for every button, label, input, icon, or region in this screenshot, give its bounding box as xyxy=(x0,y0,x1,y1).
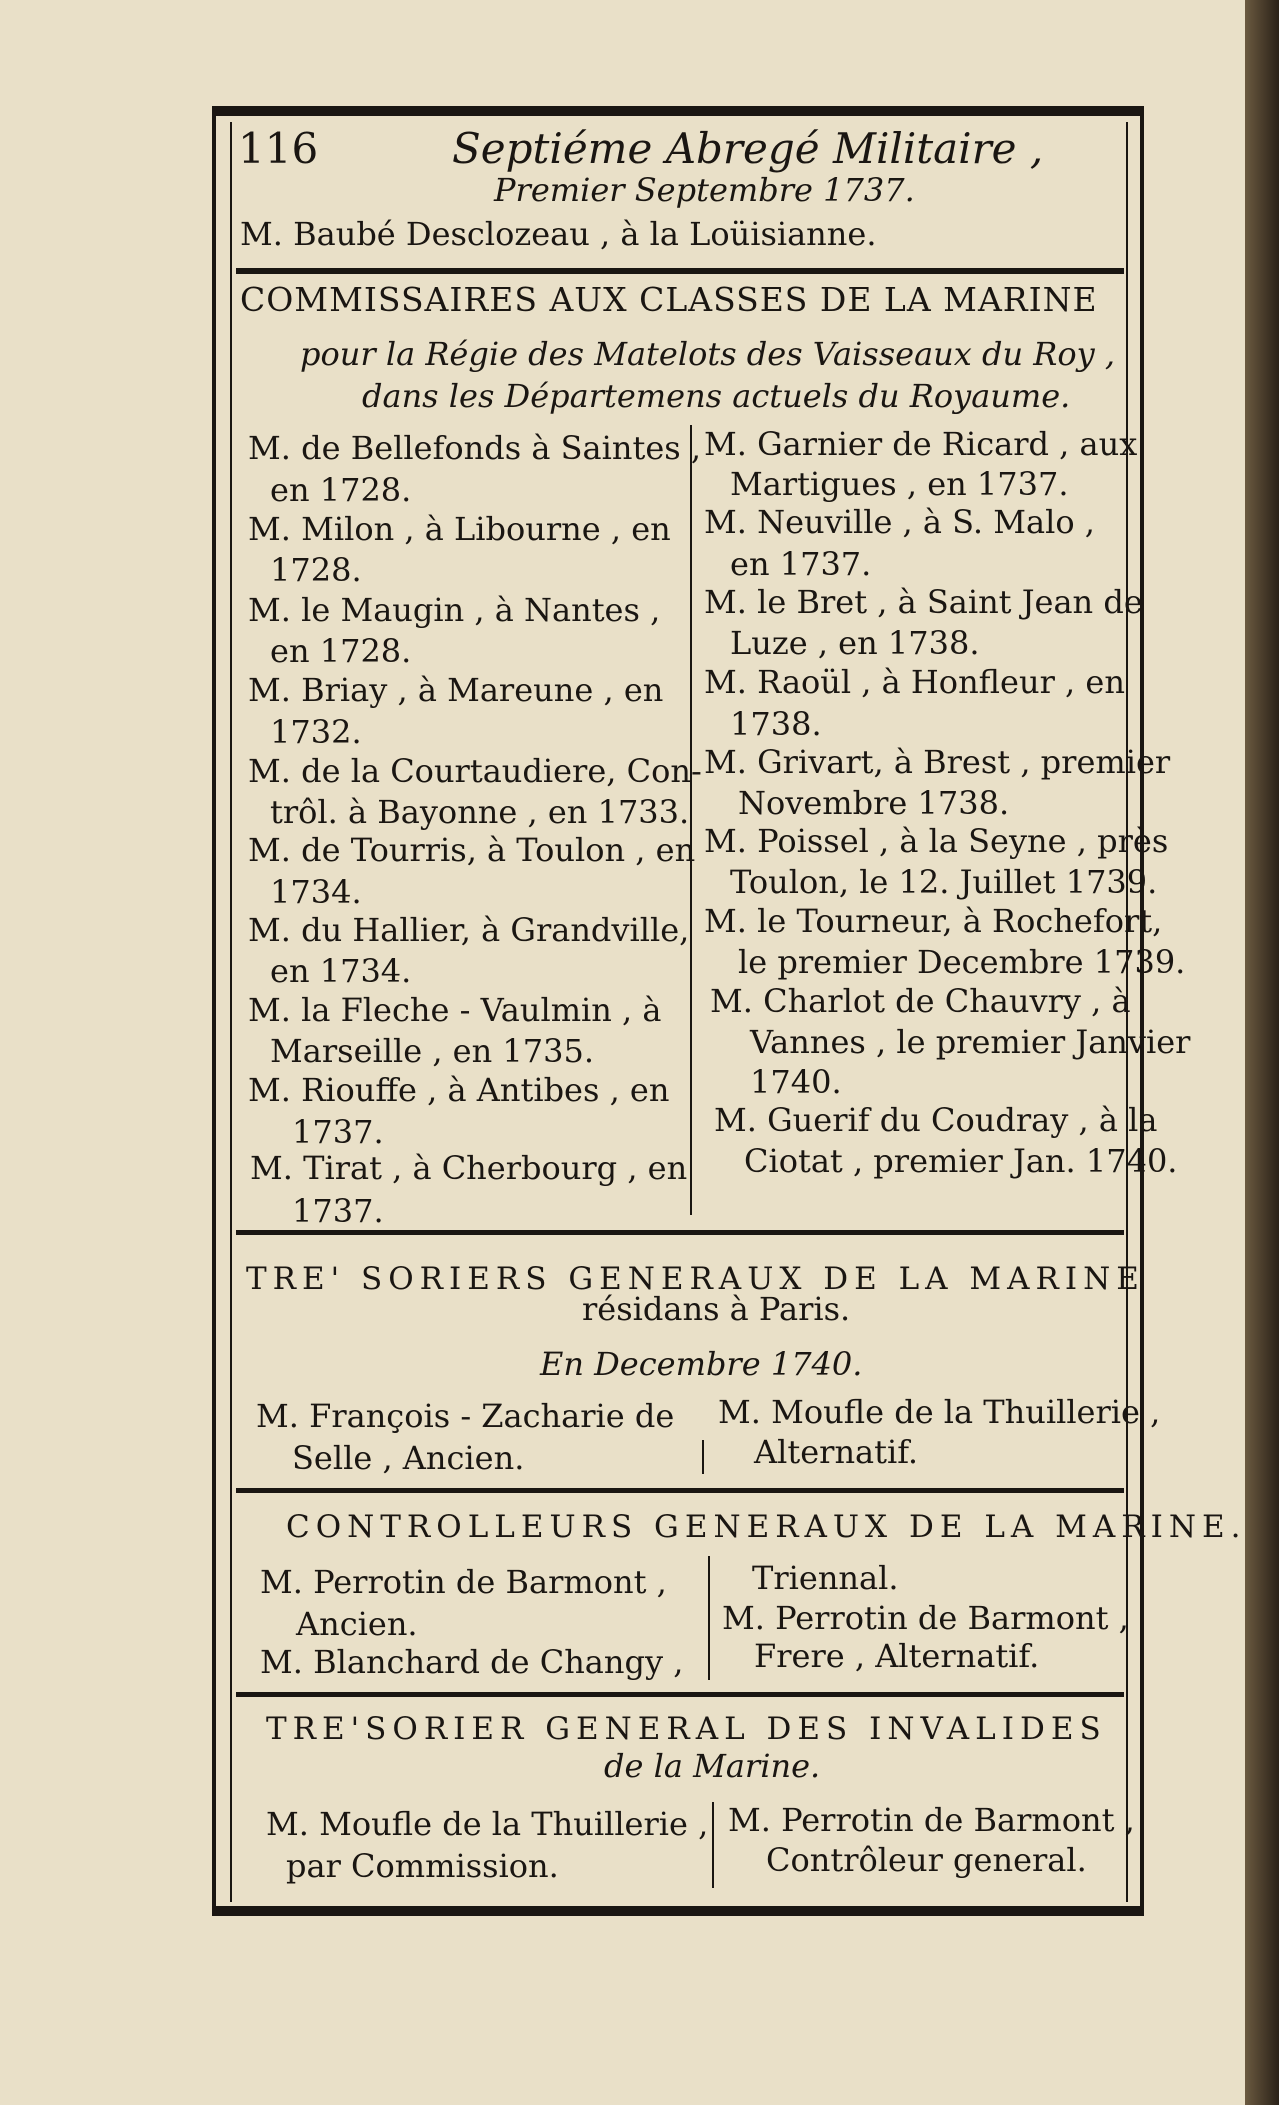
left-line: 1737. xyxy=(292,1113,384,1151)
divider-3 xyxy=(236,1488,1124,1493)
tresoriers-left-2: Selle , Ancien. xyxy=(292,1439,525,1477)
invalides-left-1: M. Moufle de la Thuillerie , xyxy=(266,1805,709,1843)
left-line: 1728. xyxy=(270,551,362,589)
right-line: Luze , en 1738. xyxy=(730,624,980,662)
right-line: Ciotat , premier Jan. 1740. xyxy=(744,1142,1178,1180)
left-line: M. Tirat , à Cherbourg , en xyxy=(250,1149,688,1187)
right-line: M. Garnier de Ricard , aux xyxy=(704,425,1138,463)
left-line: M. de la Courtaudiere, Con- xyxy=(248,752,702,790)
tresoriers-left-1: M. François - Zacharie de xyxy=(256,1397,675,1435)
page-number: 116 xyxy=(238,124,319,173)
tresoriers-right-2: Alternatif. xyxy=(754,1433,919,1471)
controlleurs-right-2: M. Perrotin de Barmont , xyxy=(722,1599,1129,1637)
controlleurs-left-1: M. Perrotin de Barmont , xyxy=(260,1563,667,1601)
divider-4 xyxy=(236,1692,1124,1697)
right-line: M. le Tourneur, à Rochefort, xyxy=(704,902,1163,940)
left-line: M. du Hallier, à Grandville, xyxy=(248,911,690,949)
invalides-title: TRE'SORIER GENERAL DES INVALIDES xyxy=(266,1711,1107,1747)
tresoriers-right-1: M. Moufle de la Thuillerie , xyxy=(718,1393,1161,1431)
controlleurs-left-2: Ancien. xyxy=(296,1605,418,1643)
date-line: Premier Septembre 1737. xyxy=(494,171,915,209)
page-edge xyxy=(1245,0,1279,2105)
tresoriers-subtitle: résidans à Paris. xyxy=(582,1290,851,1328)
tresoriers-date: En Decembre 1740. xyxy=(540,1345,863,1383)
right-line: Martigues , en 1737. xyxy=(730,465,1069,503)
right-line: 1740. xyxy=(750,1063,842,1101)
left-line: M. de Bellefonds à Saintes , xyxy=(248,429,702,467)
left-line: M. le Maugin , à Nantes , xyxy=(248,591,661,629)
left-line: M. Riouffe , à Antibes , en xyxy=(248,1071,670,1109)
column-divider-2 xyxy=(702,1440,704,1474)
controlleurs-right-1: Triennal. xyxy=(752,1559,899,1597)
left-line: M. de Tourris, à Toulon , en xyxy=(248,831,696,869)
commissaires-subtitle-1: pour la Régie des Matelots des Vaisseaux du Roy , xyxy=(300,335,1116,373)
controlleurs-title: CONTROLLEURS GENERAUX DE LA MARINE. xyxy=(286,1509,1247,1545)
left-line: 1732. xyxy=(270,713,362,751)
invalides-left-2: par Commission. xyxy=(286,1847,559,1885)
invalides-right-2: Contrôleur general. xyxy=(766,1841,1087,1879)
left-line: trôl. à Bayonne , en 1733. xyxy=(270,793,690,831)
left-line: M. la Fleche - Vaulmin , à xyxy=(248,991,662,1029)
left-line: en 1728. xyxy=(270,632,412,670)
divider-2 xyxy=(236,1230,1124,1235)
tresoriers-title: TRE' SORIERS GENERAUX DE LA MARINE xyxy=(246,1261,1145,1297)
column-divider-1 xyxy=(690,425,692,1215)
left-line: M. Milon , à Libourne , en xyxy=(248,510,671,548)
right-line: Vannes , le premier Janvier xyxy=(750,1023,1191,1061)
right-line: M. Poissel , à la Seyne , près xyxy=(704,822,1169,860)
right-line: 1738. xyxy=(730,705,822,743)
controlleurs-left-3: M. Blanchard de Changy , xyxy=(260,1643,684,1681)
commissaires-subtitle-2: dans les Départemens actuels du Royaume. xyxy=(362,377,1071,415)
right-line: M. Raoül , à Honfleur , en xyxy=(704,663,1125,701)
left-line: en 1734. xyxy=(270,952,412,990)
right-line: M. Grivart, à Brest , premier xyxy=(704,743,1171,781)
right-line: M. Guerif du Coudray , à la xyxy=(714,1101,1158,1139)
right-line: en 1737. xyxy=(730,545,872,583)
right-line: le premier Decembre 1739. xyxy=(738,943,1186,981)
left-line: 1734. xyxy=(270,873,362,911)
commissaires-title: COMMISSAIRES AUX CLASSES DE LA MARINE xyxy=(240,280,1098,319)
right-line: Novembre 1738. xyxy=(738,784,1010,822)
left-line: 1737. xyxy=(292,1192,384,1230)
invalides-right-1: M. Perrotin de Barmont , xyxy=(728,1801,1135,1839)
column-divider-3 xyxy=(708,1556,710,1680)
running-title: Septiéme Abregé Militaire , xyxy=(452,124,1044,173)
left-line: Marseille , en 1735. xyxy=(270,1032,594,1070)
left-line: en 1728. xyxy=(270,471,412,509)
column-divider-4 xyxy=(712,1802,714,1888)
right-line: M. le Bret , à Saint Jean de xyxy=(704,583,1143,621)
controlleurs-right-3: Frere , Alternatif. xyxy=(754,1637,1040,1675)
divider-1 xyxy=(236,268,1124,274)
left-line: M. Briay , à Mareune , en xyxy=(248,671,664,709)
right-line: M. Neuville , à S. Malo , xyxy=(704,503,1095,541)
right-line: Toulon, le 12. Juillet 1739. xyxy=(730,863,1158,901)
invalides-subtitle: de la Marine. xyxy=(604,1747,821,1785)
header-entry: M. Baubé Desclozeau , à la Loüisianne. xyxy=(240,215,877,253)
right-line: M. Charlot de Chauvry , à xyxy=(710,982,1131,1020)
